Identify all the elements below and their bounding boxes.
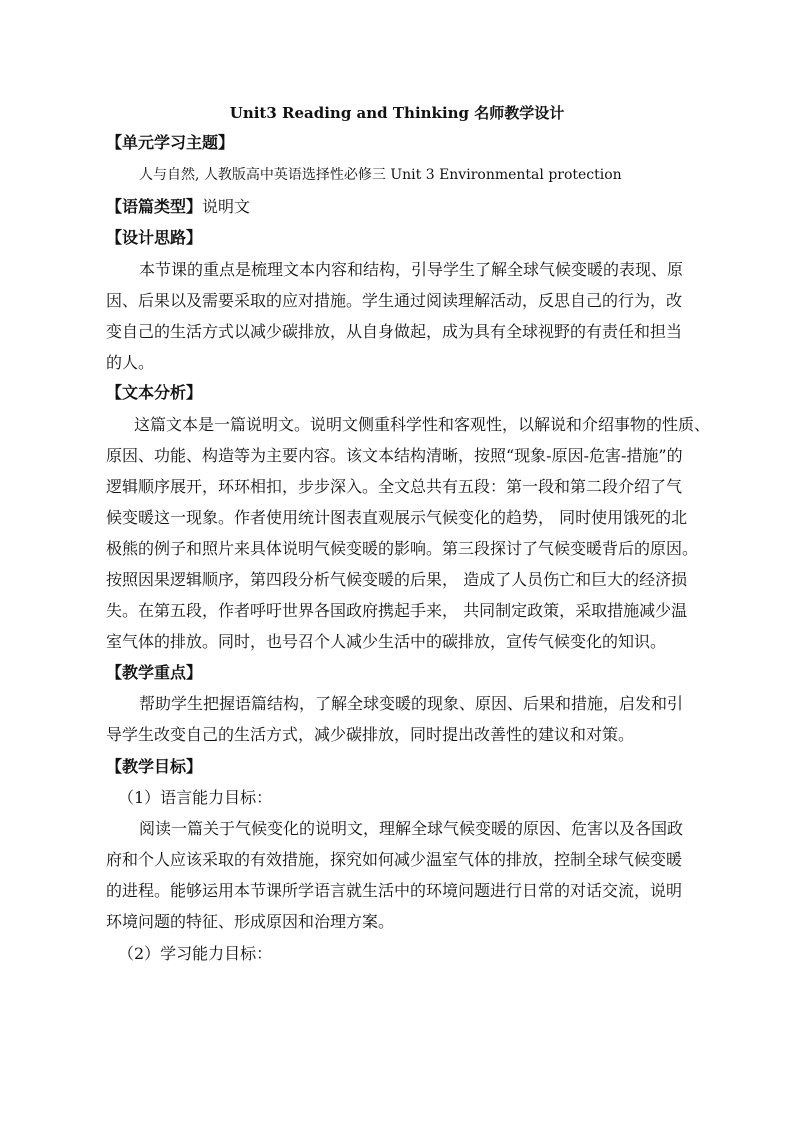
design-line: 本节课的重点是梳理文本内容和结构，引导学生了解全球气候变暖的表现、原	[139, 260, 684, 279]
focus-line: 帮助学生把握语篇结构，了解全球变暖的现象、原因、后果和措施，启发和引	[139, 694, 684, 713]
document-title: Unit3 Reading and Thinking 名师教学设计	[229, 104, 565, 122]
goals-subheading: （1）语言能力目标：	[118, 788, 273, 807]
analysis-line: 按照因果逻辑顺序，第四段分析气候变暖的后果， 造成了人员伤亡和巨大的经济损	[106, 570, 688, 589]
genre-heading: 【语篇类型】	[106, 197, 203, 216]
unit-theme-heading: 【单元学习主题】	[106, 133, 235, 152]
design-line: 变自己的生活方式以减少碳排放，从自身做起，成为具有全球视野的有责任和担当	[106, 322, 683, 341]
analysis-line: 失。在第五段，作者呼吁世界各国政府携起手来， 共同制定政策，采取措施减少温	[106, 601, 688, 620]
analysis-line: 这篇文本是一篇说明文。说明文侧重科学性和客观性，以解说和介绍事物的性质、	[134, 415, 711, 434]
genre-row	[106, 195, 250, 219]
unit-theme-text: 人与自然, 人教版高中英语选择性必修三 Unit 3 Environmental protection	[139, 167, 622, 183]
genre-value: 说明文	[202, 197, 251, 216]
goals-heading: 【教学目标】	[106, 757, 203, 776]
design-line: 因、后果以及需要采取的应对措施。学生通过阅读理解活动，反思自己的行为，改	[106, 291, 683, 310]
analysis-line: 候变暖这一现象。作者使用统计图表直观展示气候变化的趋势， 同时使用饿死的北	[106, 508, 688, 527]
goals-subheading: （2）学习能力目标：	[118, 944, 273, 963]
design-heading: 【设计思路】	[106, 228, 203, 247]
goals-line: 阅读一篇关于气候变化的说明文，理解全球气候变暖的原因、危害以及各国政	[139, 819, 684, 838]
focus-line: 导学生改变自己的生活方式，减少碳排放，同时提出改善性的建议和对策。	[106, 725, 635, 744]
analysis-line: 极熊的例子和照片来具体说明气候变暖的影响。第三段探讨了气候变暖背后的原因。	[106, 539, 699, 558]
analysis-line: 原因、功能、构造等为主要内容。该文本结构清晰，按照“现象-原因-危害-措施”的	[106, 446, 683, 465]
focus-heading: 【教学重点】	[106, 663, 203, 682]
design-line: 的人。	[106, 353, 155, 372]
goals-line: 府和个人应该采取的有效措施，探究如何减少温室气体的排放，控制全球气候变暖	[106, 850, 683, 869]
analysis-heading: 【文本分析】	[106, 383, 203, 402]
analysis-line: 逻辑顺序展开，环环相扣，步步深入。全文总共有五段：第一段和第二段介绍了气	[106, 477, 683, 496]
analysis-line: 室气体的排放。同时，也号召个人减少生活中的碳排放，宣传气候变化的知识。	[106, 632, 667, 651]
goals-line: 的进程。能够运用本节课所学语言就生活中的环境问题进行日常的对话交流，说明	[106, 881, 683, 900]
goals-line: 环境问题的特征、形成原因和治理方案。	[106, 912, 395, 931]
